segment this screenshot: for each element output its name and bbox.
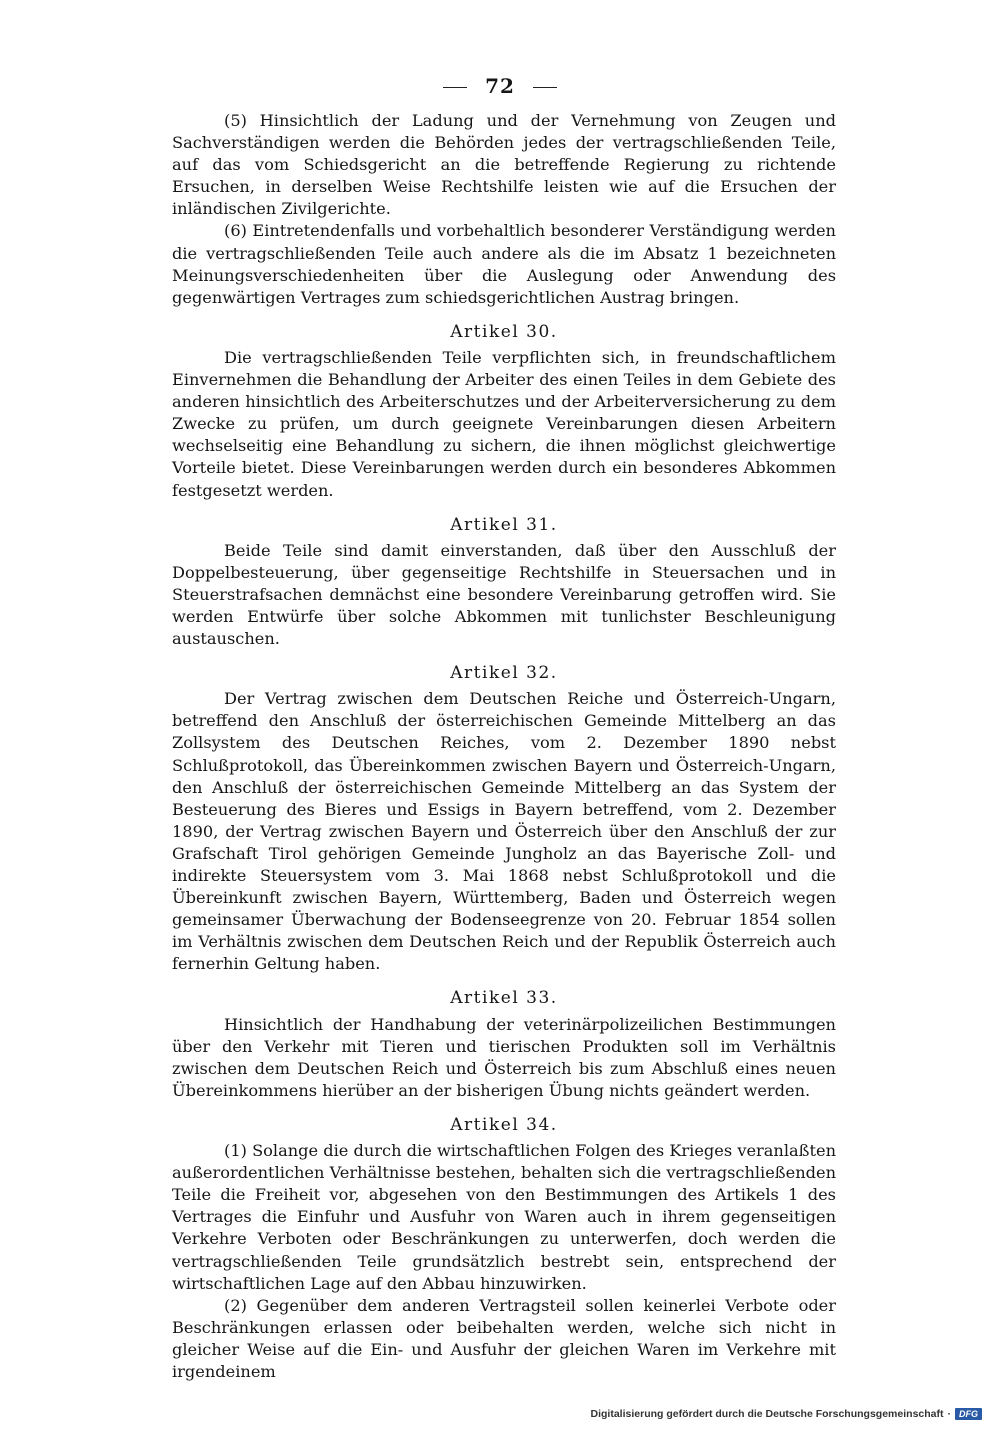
article-34-paragraph-1: (1) Solange die durch die wirtschaftlichen Folgen des Krieges veranlaßten außerordentlichen Verhältnisse bestehen, behalten sich die vertragschließenden Teile die Freiheit vor, abgesehen von den Bestimmungen des Artikels 1 des Vertrages die Einfuhr und Ausfuhr von Waren auch in ihrem gegenseitigen Verkehre Verboten oder Beschränkungen zu unterwerfen, doch werden die vertragschließenden Teile grundsätzlich bestrebt sein, entsprechend der wirtschaftlichen Lage auf den Abbau hinzuwirken.	[172, 1141, 837, 1293]
page-number	[0, 74, 1000, 98]
document-body	[172, 110, 836, 1383]
footer-text: Digitalisierung gefördert durch die Deutsche Forschungsgemeinschaft	[590, 1408, 944, 1420]
article-34-paragraph-2: (2) Gegenüber dem anderen Vertragsteil sollen keinerlei Verbote oder Beschränkungen erlassen oder beibehalten werden, welche sich nicht in gleicher Weise auf die Ein- und Ausfuhr der gleichen Waren im Verkehre mit irgendeinem	[172, 1295, 836, 1381]
page-number-value: 72	[485, 74, 515, 98]
paragraph-5: (5) Hinsichtlich der Ladung und der Vernehmung von Zeugen und Sachverständigen werden die Behörden jedes der vertragschließenden Teile, auf das vom Schiedsgericht an die betreffende Regierung zu richtende Ersuchen, in derselben Weise Rechtshilfe leisten wie auf die Ersuchen der inländischen Zivilgerichte.	[172, 111, 836, 219]
article-34-heading: Artikel 34.	[450, 1114, 558, 1135]
article-32-heading: Artikel 32.	[450, 663, 558, 684]
article-31-text: Beide Teile sind damit einverstanden, daß über den Ausschluß der Doppelbesteuerung, über gegenseitige Rechtshilfe in Steuersachen und in Steuerstrafsachen demnächst eine besondere Vereinbarung getroffen wird. Sie werden Entwürfe über solche Abkommen mit tunlichster Beschleunigung austauschen.	[172, 540, 836, 649]
article-31-heading: Artikel 31.	[450, 514, 558, 535]
article-30-text: Die vertragschließenden Teile verpflichten sich, in freundschaftlichem Einvernehmen die Behandlung der Arbeiter des einen Teiles in dem Gebiete des anderen hinsichtlich des Arbeiterschutzes und der Arbeiterversicherung zu dem Zwecke zu prüfen, um durch geeignete Vereinbarungen diesen Arbeitern wechselseitig eine Behandlung zu sichern, die ihnen möglichst gleichwertige Vorteile bietet. Diese Vereinbarungen werden durch ein besonderes Abkommen festgesetzt werden.	[172, 347, 836, 500]
article-33-text: Hinsichtlich der Handhabung der veterinärpolizeilichen Bestimmungen über den Verkehr mit Tieren und tierischen Produkten soll im Verhältnis zwischen dem Deutschen Reich und Österreich bis zum Abschluß eines neuen Übereinkommens hierüber an der bisherigen Übung nichts geändert werden.	[172, 1014, 836, 1100]
paragraph-6: (6) Eintretendenfalls und vorbehaltlich besonderer Verständigung werden die vertragschließenden Teile auch andere als die im Absatz 1 bezeichneten Meinungsverschiedenheiten über die Auslegung oder Anwendung des gegenwärtigen Vertrages zum schiedsgerichtlichen Austrag bringen.	[172, 221, 836, 307]
article-30-heading: Artikel 30.	[450, 321, 558, 342]
dfg-logo-icon: DFG	[955, 1408, 982, 1420]
dash-left	[443, 87, 467, 88]
article-32-text: Der Vertrag zwischen dem Deutschen Reiche und Österreich-Ungarn, betreffend den Anschluß der österreichischen Gemeinde Mittelberg an das Zollsystem des Deutschen Reiches, vom 2. Dezember 1890 nebst Schlußprotokoll, das Übereinkommen zwischen Bayern und Österreich-Ungarn, den Anschluß der österreichischen Gemeinde Mittelberg an das System der Besteuerung des Bieres und Essigs in Bayern betreffend, vom 2. Dezember 1890, der Vertrag zwischen Bayern und Österreich über den Anschluß der zur Grafschaft Tirol gehörigen Gemeinde Jungholz an das Bayerische Zoll- und indirekte Steuersystem vom 3. Mai 1868 nebst Schlußprotokoll und die Übereinkunft zwischen Bayern, Württemberg, Baden und Österreich wegen gemeinsamer Überwachung der Bodenseegrenze von 20. Februar 1854 sollen im Verhältnis zwischen dem Deutschen Reich und der Republik Österreich auch fernerhin Geltung haben.	[172, 689, 836, 974]
article-33-heading: Artikel 33.	[450, 988, 558, 1009]
dash-right	[533, 87, 557, 88]
funding-footer: Digitalisierung gefördert durch die Deutsche Forschungsgemeinschaft · DFG	[591, 1408, 982, 1420]
